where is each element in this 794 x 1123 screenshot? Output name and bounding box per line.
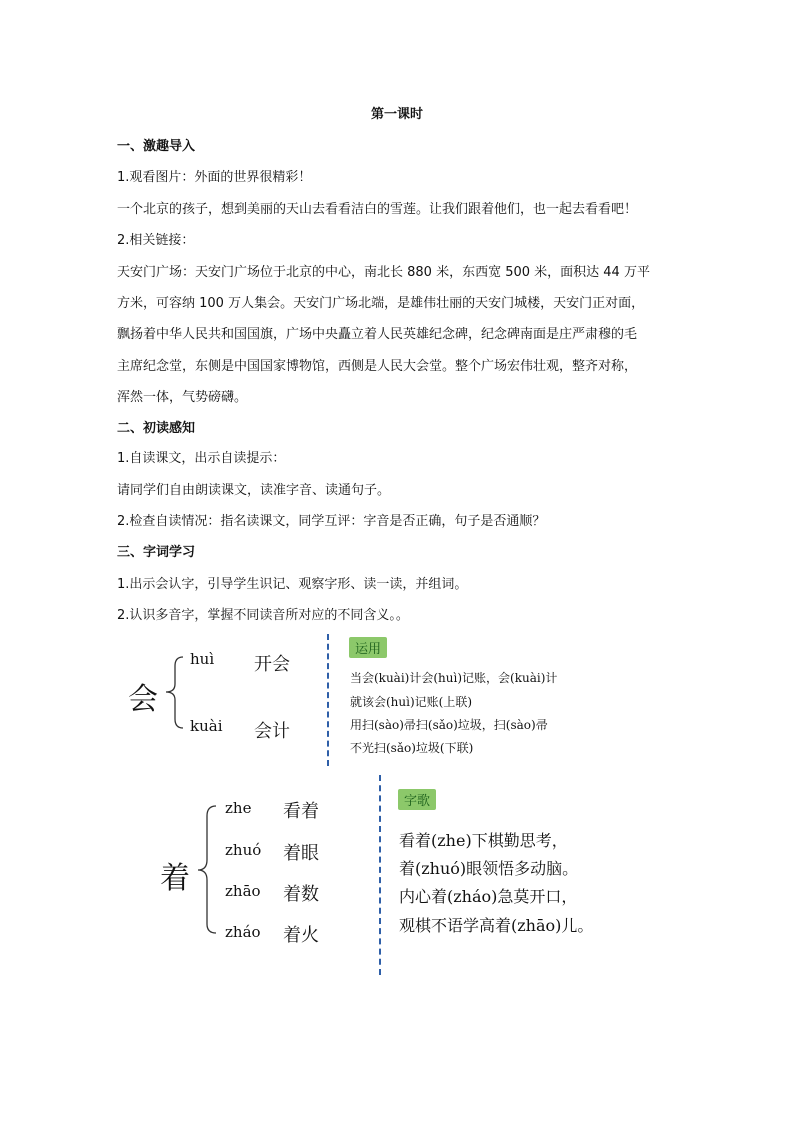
verse-line: 看着(zhe)下棋勤思考， [399, 831, 568, 850]
para-line: 主席纪念堂，东侧是中国国家博物馆，西侧是人民大会堂。整个广场宏伟壮观，整齐对称， [117, 359, 638, 374]
s2-item-1: 1.自读课文，出示自读提示： [117, 451, 286, 466]
section-heading-1: 一、激趣导入 [117, 139, 196, 154]
zhuo-pinyin: zhuó [225, 841, 262, 859]
zhe-word: 看着 [283, 801, 319, 822]
divider [379, 775, 381, 975]
kuai-pinyin: kuài [190, 717, 223, 735]
zhao1-word: 着数 [283, 884, 319, 905]
hui-word: 开会 [254, 654, 290, 675]
s2-item-2: 2.检查自读情况：指名读课文，同学互评：字音是否正确，句子是否通顺？ [117, 514, 546, 529]
yunyong-tag: 运用 [349, 637, 387, 658]
usage-line: 用扫(sào)帚扫(sǎo)垃圾，扫(sào)帚 [350, 718, 548, 732]
usage-line: 就该会(huì)记账(上联) [350, 695, 473, 709]
s1-item-2: 2.相关链接： [117, 233, 195, 248]
s1-text-1: 一个北京的孩子，想到美丽的天山去看看洁白的雪莲。让我们跟着他们，也一起去看看吧！ [117, 202, 638, 217]
s3-item-1: 1.出示会认字，引导学生识记、观察字形、读一读，并组词。 [117, 577, 468, 592]
zhe-pinyin: zhe [225, 799, 252, 817]
section-heading-3: 三、字词学习 [117, 545, 196, 560]
page-title: 第一课时 [370, 107, 423, 122]
zhao2-word: 着火 [283, 925, 319, 946]
verse-line: 着(zhuó)眼领悟多动脑。 [399, 859, 579, 878]
zhao2-pinyin: zháo [225, 923, 261, 941]
s1-item-1: 1.观看图片：外面的世界很精彩！ [117, 170, 312, 185]
s3-item-2: 2.认识多音字，掌握不同读音所对应的不同含义。。 [117, 608, 409, 623]
zhe-char: 着 [160, 861, 190, 896]
para-line: 方米，可容纳 100 万人集会。天安门广场北端，是雄伟壮丽的天安门城楼，天安门正对面， [117, 296, 645, 311]
para-line: 天安门广场：天安门广场位于北京的中心，南北长 880 米，东西宽 500 米，面积达 44 万平 [117, 265, 650, 280]
s2-text-1: 请同学们自由朗读课文，读准字音、读通句子。 [117, 483, 391, 498]
usage-line: 不光扫(sǎo)垃圾(下联) [350, 741, 474, 755]
zhao1-pinyin: zhāo [225, 882, 261, 900]
hui-pinyin: huì [190, 650, 215, 668]
hui-char: 会 [128, 682, 158, 717]
verse-line: 观棋不语学高着(zhāo)儿。 [399, 916, 594, 935]
zige-tag: 字歌 [398, 789, 436, 810]
para-line: 浑然一体，气势磅礴。 [117, 390, 248, 405]
usage-line: 当会(kuài)计会(huì)记账，会(kuài)计 [350, 671, 558, 685]
para-line: 飘扬着中华人民共和国国旗，广场中央矗立着人民英雄纪念碑，纪念碑南面是庄严肃穆的毛 [117, 327, 638, 342]
verse-line: 内心着(zháo)急莫开口， [399, 887, 578, 906]
section-heading-2: 二、初读感知 [117, 421, 196, 436]
kuai-word: 会计 [254, 721, 290, 742]
zhuo-word: 着眼 [283, 843, 319, 864]
